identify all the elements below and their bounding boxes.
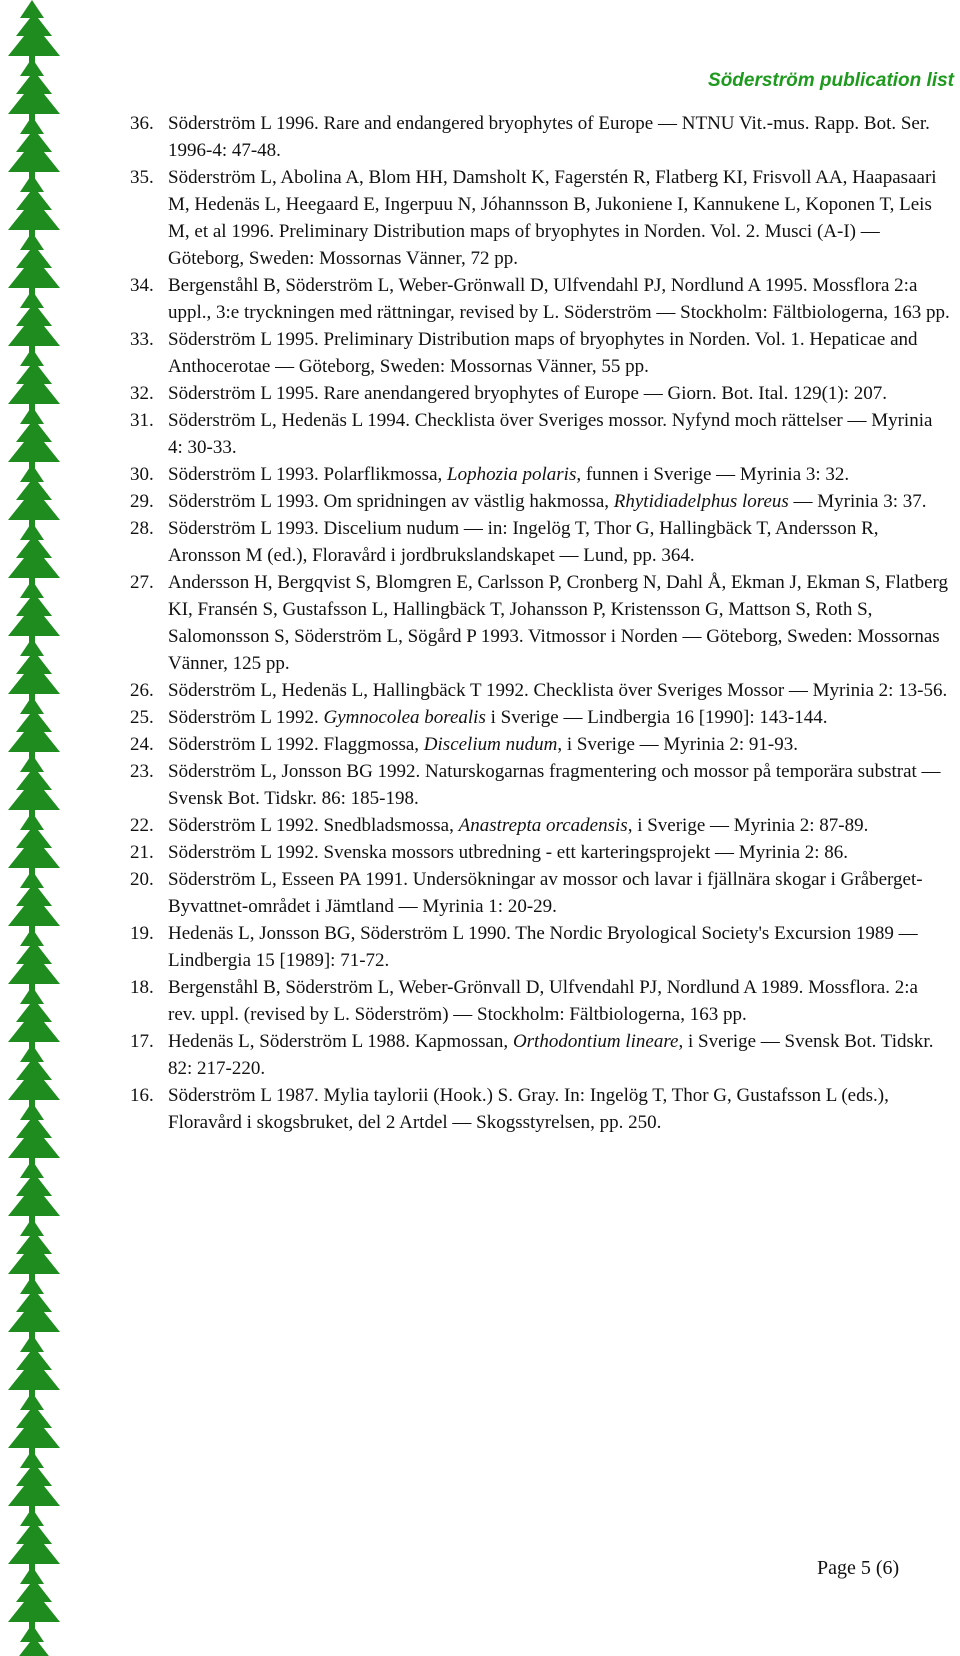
pine-tree-icon bbox=[8, 928, 60, 992]
entry-citation bbox=[168, 680, 947, 701]
citation-text: i Sverige — Lindbergia 16 [1990]: 143-144. bbox=[485, 707, 828, 728]
citation-text: Söderström L 1996. Rare and endangered bryophytes of Europe — NTNU Vit.-mus. Rapp. Bot. Ser. 1996-4: 47-48. bbox=[168, 113, 930, 161]
publication-entry bbox=[130, 758, 950, 812]
species-name: Lophozia polaris bbox=[447, 464, 577, 485]
entry-number: 29. bbox=[130, 491, 154, 512]
entry-citation bbox=[168, 518, 879, 566]
pine-tree-icon bbox=[8, 290, 60, 354]
pine-tree-icon bbox=[8, 986, 60, 1050]
publication-entry bbox=[130, 407, 950, 461]
pine-tree-icon bbox=[8, 116, 60, 180]
entry-citation bbox=[168, 761, 941, 809]
publication-entry bbox=[130, 272, 950, 326]
entry-number: 28. bbox=[130, 518, 154, 539]
publication-entry bbox=[130, 731, 950, 758]
species-name: Orthodontium lineare bbox=[512, 1031, 679, 1052]
entry-number: 19. bbox=[130, 923, 154, 944]
publication-entry bbox=[130, 920, 950, 974]
entry-number: 34. bbox=[130, 275, 154, 296]
pine-tree-icon bbox=[8, 812, 60, 876]
pine-tree-icon bbox=[8, 464, 60, 528]
entry-number: 33. bbox=[130, 329, 154, 350]
citation-text: Söderström L 1992. Snedbladsmossa, bbox=[168, 815, 459, 836]
pine-tree-icon bbox=[8, 870, 60, 934]
pine-tree-icon bbox=[8, 1160, 60, 1224]
entry-number: 24. bbox=[130, 734, 154, 755]
publication-entry bbox=[130, 515, 950, 569]
entry-citation bbox=[168, 842, 848, 863]
entry-citation bbox=[168, 707, 827, 728]
entry-citation bbox=[168, 923, 918, 971]
pine-tree-icon bbox=[8, 696, 60, 760]
tree-border bbox=[0, 0, 66, 1656]
entry-number: 36. bbox=[130, 113, 154, 134]
pine-tree-icon bbox=[8, 1392, 60, 1456]
pine-tree-icon bbox=[8, 232, 60, 296]
publication-entry bbox=[130, 326, 950, 380]
citation-text: Söderström L, Hedenäs L, Hallingbäck T 1992. Checklista över Sveriges Mossor — Myrinia 2: 13-56. bbox=[168, 680, 948, 701]
pine-tree-icon bbox=[8, 406, 60, 470]
entry-number: 30. bbox=[130, 464, 154, 485]
species-name: Gymnocolea borealis bbox=[323, 707, 486, 728]
pine-tree-icon bbox=[8, 1218, 60, 1282]
entry-number: 35. bbox=[130, 167, 154, 188]
entry-number: 17. bbox=[130, 1031, 154, 1052]
pine-tree-icon bbox=[8, 348, 60, 412]
species-name: Discelium nudum bbox=[423, 734, 558, 755]
entry-citation bbox=[168, 815, 868, 836]
citation-text: , i Sverige — Svensk Bot. Tidskr. 82: 217-220. bbox=[168, 1031, 934, 1079]
entry-citation bbox=[168, 464, 849, 485]
pine-tree-icon bbox=[8, 1334, 60, 1398]
publication-entry bbox=[130, 704, 950, 731]
publication-entry bbox=[130, 866, 950, 920]
entry-number: 26. bbox=[130, 680, 154, 701]
publication-entry bbox=[130, 569, 950, 677]
pine-tree-icon bbox=[8, 754, 60, 818]
entry-number: 18. bbox=[130, 977, 154, 998]
pine-tree-icon bbox=[8, 58, 60, 122]
publication-entry bbox=[130, 974, 950, 1028]
entry-number: 23. bbox=[130, 761, 154, 782]
entry-number: 27. bbox=[130, 572, 154, 593]
entry-citation bbox=[168, 869, 923, 917]
entry-citation bbox=[168, 275, 950, 323]
entry-citation bbox=[168, 167, 937, 269]
entry-number: 21. bbox=[130, 842, 154, 863]
entry-citation bbox=[168, 1085, 889, 1133]
pine-tree-icon bbox=[8, 1450, 60, 1514]
entry-citation bbox=[168, 572, 948, 674]
citation-text: , i Sverige — Myrinia 2: 91-93. bbox=[557, 734, 798, 755]
entry-citation bbox=[168, 1031, 933, 1079]
publication-entry bbox=[130, 812, 950, 839]
citation-text: Söderström L, Hedenäs L 1994. Checklista över Sveriges mossor. Nyfynd moch rättelser — Myrinia 4: 30-33. bbox=[168, 410, 933, 458]
pine-tree-icon bbox=[8, 1508, 60, 1572]
entry-number: 32. bbox=[130, 383, 154, 404]
citation-text: , i Sverige — Myrinia 2: 87-89. bbox=[627, 815, 869, 836]
citation-text: Andersson H, Bergqvist S, Blomgren E, Carlsson P, Cronberg N, Dahl Å, Ekman J, Ekman S, Flatberg KI, Fransén S, Gustafsson L, Hallingbäck T, Johansson P, Kristensson G, Mattson S, Roth S, Salomonsson S, Söderström L, Sögård P 1993. Vitmossor i Norden — Göteborg, Sweden: Mossornas Vänner, 125 pp. bbox=[168, 572, 949, 674]
citation-text: Söderström L, Jonsson BG 1992. Naturskogarnas fragmentering och mossor på temporära substrat — Svensk Bot. Tidskr. 86: 185-198. bbox=[168, 761, 941, 809]
pine-tree-icon bbox=[8, 1624, 60, 1656]
publication-entry bbox=[130, 1028, 950, 1082]
species-name: Rhytidiadelphus loreus bbox=[613, 491, 789, 512]
citation-text: Söderström L 1987. Mylia taylorii (Hook.) S. Gray. In: Ingelög T, Thor G, Gustafsson L (eds.), Floravård i skogsbruket, del 2 Artdel — Skogsstyrelsen, pp. 250. bbox=[168, 1085, 889, 1133]
pine-tree-icon bbox=[8, 1566, 60, 1630]
entry-number: 22. bbox=[130, 815, 154, 836]
publication-entry bbox=[130, 380, 950, 407]
citation-text: Söderström L 1992. Flaggmossa, bbox=[168, 734, 424, 755]
publication-entry bbox=[130, 110, 950, 164]
species-name: Anastrepta orcadensis bbox=[458, 815, 628, 836]
entry-citation bbox=[168, 734, 798, 755]
citation-text: Söderström L, Esseen PA 1991. Undersökningar av mossor och lavar i fjällnära skogar i Gråberget-Byvattnet-området i Jämtland — Myrinia 1: 20-29. bbox=[168, 869, 923, 917]
entry-citation bbox=[168, 977, 918, 1025]
citation-text: — Myrinia 3: 37. bbox=[788, 491, 927, 512]
pine-tree-icon bbox=[8, 638, 60, 702]
citation-text: Söderström L 1995. Preliminary Distribution maps of bryophytes in Norden. Vol. 1. Hepaticae and Anthocerotae — Göteborg, Sweden: Mossornas Vänner, 55 pp. bbox=[168, 329, 918, 377]
citation-text: Hedenäs L, Söderström L 1988. Kapmossan, bbox=[168, 1031, 513, 1052]
entry-number: 31. bbox=[130, 410, 154, 431]
entry-citation bbox=[168, 329, 918, 377]
citation-text: , funnen i Sverige — Myrinia 3: 32. bbox=[576, 464, 850, 485]
entry-citation bbox=[168, 383, 887, 404]
publication-entry bbox=[130, 677, 950, 704]
citation-text: Söderström L 1992. bbox=[168, 707, 324, 728]
entry-number: 25. bbox=[130, 707, 154, 728]
publication-entry bbox=[130, 461, 950, 488]
citation-text: Söderström L 1992. Svenska mossors utbredning - ett karteringsprojekt — Myrinia 2: 86. bbox=[168, 842, 849, 863]
citation-text: Söderström L 1995. Rare anendangered bryophytes of Europe — Giorn. Bot. Ital. 129(1): 207. bbox=[168, 383, 888, 404]
citation-text: Söderström L 1993. Polarflikmossa, bbox=[168, 464, 447, 485]
entry-citation bbox=[168, 113, 930, 161]
citation-text: Söderström L, Abolina A, Blom HH, Damsholt K, Fagerstén R, Flatberg KI, Frisvoll AA, Haapasaari M, Hedenäs L, Heegaard E, Ingerpuu N, Jóhannsson B, Jukoniene I, Kannukene L, Koponen T, Leis M, et al 1996. Preliminary Distribution maps of bryophytes in Norden. Vol. 2. Musci (A-I) — Göteborg, Sweden: Mossornas Vänner, 72 pp. bbox=[168, 167, 937, 269]
pine-tree-icon bbox=[8, 580, 60, 644]
publication-list bbox=[130, 110, 950, 1136]
citation-text: Hedenäs L, Jonsson BG, Söderström L 1990. The Nordic Bryological Society's Excursion 1989 — Lindbergia 15 [1989]: 71-72. bbox=[168, 923, 918, 971]
citation-text: Bergenståhl B, Söderström L, Weber-Grönwall D, Ulfvendahl PJ, Nordlund A 1995. Mossflora 2:a uppl., 3:e tryckningen med rättningar, revised by L. Söderström — Stockholm: Fältbiologerna, 163 pp. bbox=[168, 275, 950, 323]
publication-entry bbox=[130, 164, 950, 272]
pine-tree-icon bbox=[8, 174, 60, 238]
publication-entry bbox=[130, 488, 950, 515]
publication-entry bbox=[130, 839, 950, 866]
citation-text: Söderström L 1993. Om spridningen av västlig hakmossa, bbox=[168, 491, 614, 512]
pine-tree-icon bbox=[8, 1276, 60, 1340]
entry-number: 16. bbox=[130, 1085, 154, 1106]
page-number: Page 5 (6) bbox=[817, 1557, 900, 1579]
pine-tree-icon bbox=[8, 0, 60, 64]
entry-citation bbox=[168, 491, 927, 512]
page-header-title: Söderström publication list bbox=[708, 70, 954, 91]
pine-tree-icon bbox=[8, 1102, 60, 1166]
entry-number: 20. bbox=[130, 869, 154, 890]
publication-entry bbox=[130, 1082, 950, 1136]
citation-text: Bergenståhl B, Söderström L, Weber-Grönvall D, Ulfvendahl PJ, Nordlund A 1989. Mossflora. 2:a rev. uppl. (revised by L. Söderström) — Stockholm: Fältbiologerna, 163 pp. bbox=[168, 977, 918, 1025]
entry-citation bbox=[168, 410, 932, 458]
pine-tree-icon bbox=[8, 1044, 60, 1108]
pine-tree-icon bbox=[8, 522, 60, 586]
citation-text: Söderström L 1993. Discelium nudum — in: Ingelög T, Thor G, Hallingbäck T, Andersson R, Aronsson M (ed.), Floravård i jordbrukslandskapet — Lund, pp. 364. bbox=[168, 518, 879, 566]
